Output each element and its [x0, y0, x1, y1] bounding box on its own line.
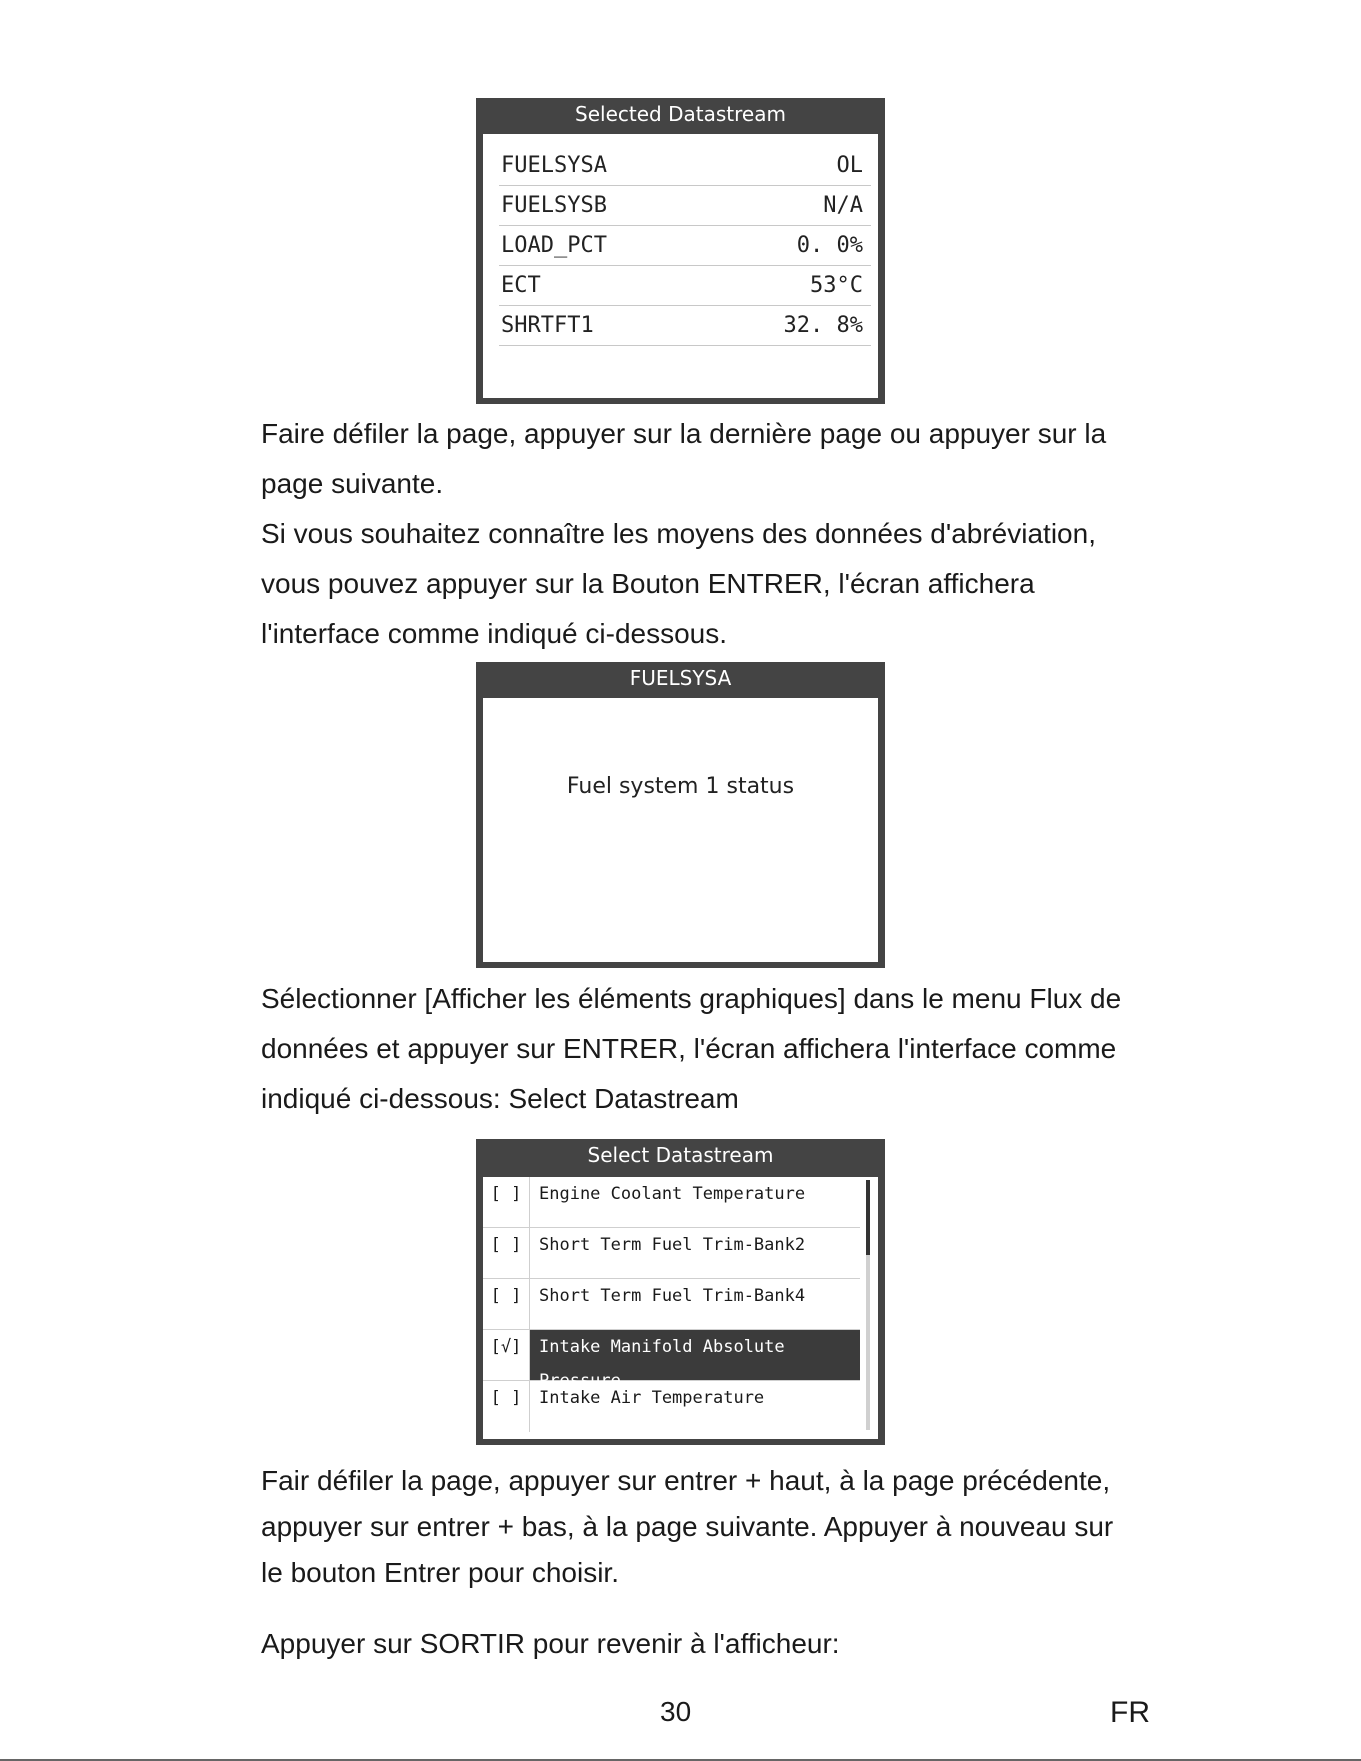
list-item[interactable]: [483, 1279, 860, 1330]
text-line: Faire défiler la page, appuyer sur la dernière page ou appuyer sur la: [261, 418, 1107, 449]
datastream-row: [499, 226, 871, 266]
checkbox[interactable]: [ ]: [483, 1177, 530, 1227]
datastream-name: FUELSYSB: [501, 193, 607, 218]
datastream-row: [499, 186, 871, 226]
list-item[interactable]: [483, 1381, 860, 1432]
text-line: vous pouvez appuyer sur la Bouton ENTRER, l'écran affichera: [261, 568, 1035, 599]
list-item-label: Engine Coolant Temperature: [539, 1184, 806, 1204]
text-line: page suivante.: [261, 468, 444, 499]
instruction-paragraph-4: Appuyer sur SORTIR pour revenir à l'afficheur:: [261, 1628, 840, 1659]
checkbox-checked[interactable]: [√]: [483, 1330, 530, 1380]
page-number: 30: [660, 1696, 692, 1727]
select-list: [483, 1177, 878, 1439]
checkbox[interactable]: [ ]: [483, 1381, 530, 1432]
datastream-value: 32. 8%: [783, 313, 863, 338]
text-line: l'interface comme indiqué ci-dessous.: [261, 618, 728, 649]
screen-title: Selected Datastream: [575, 102, 786, 126]
selected-datastream-screen: [476, 98, 885, 404]
text-line: indiqué ci-dessous: Select Datastream: [261, 1083, 739, 1114]
datastream-row: [499, 306, 871, 346]
screen-title: FUELSYSA: [629, 666, 732, 690]
text-line: Si vous souhaitez connaître les moyens des données d'abréviation,: [261, 518, 1096, 549]
datastream-name: LOAD_PCT: [501, 233, 607, 258]
checkbox[interactable]: [ ]: [483, 1228, 530, 1278]
instruction-paragraph-3: [261, 1458, 1161, 1596]
datastream-name: ECT: [501, 273, 541, 298]
list-item-label: Short Term Fuel Trim-Bank2: [539, 1235, 806, 1255]
abbreviation-description: Fuel system 1 status: [566, 774, 795, 799]
list-item-selected[interactable]: [483, 1330, 860, 1391]
text-line: le bouton Entrer pour choisir.: [261, 1557, 619, 1588]
instruction-paragraph-1: [261, 409, 1161, 659]
fuelsysa-screen: [476, 662, 885, 968]
datastream-value: 53°C: [810, 273, 863, 298]
scrollbar[interactable]: [866, 1180, 870, 1430]
language-label: FR: [1110, 1696, 1150, 1729]
screen-title: Select Datastream: [587, 1143, 774, 1167]
datastream-list: [483, 134, 878, 398]
list-item-label: Short Term Fuel Trim-Bank4: [539, 1286, 806, 1306]
list-item[interactable]: [483, 1177, 860, 1228]
instruction-paragraph-2: [261, 974, 1161, 1124]
screen-body: [483, 698, 878, 962]
datastream-name: SHRTFT1: [501, 313, 594, 338]
select-datastream-screen: [476, 1139, 885, 1445]
datastream-value: N/A: [823, 193, 863, 218]
text-line: appuyer sur entrer + bas, à la page suivante. Appuyer à nouveau sur: [261, 1511, 1114, 1542]
list-item-label: Intake Manifold Absolute Pressure: [530, 1330, 860, 1380]
text-line: Fair défiler la page, appuyer sur entrer + haut, à la page précédente,: [261, 1465, 1111, 1496]
text-line: Sélectionner [Afficher les éléments graphiques] dans le menu Flux de: [261, 983, 1122, 1014]
datastream-value: 0. 0%: [796, 233, 863, 258]
datastream-name: FUELSYSA: [501, 153, 607, 178]
datastream-row: [499, 266, 871, 306]
list-item-label: Intake Air Temperature: [539, 1388, 765, 1408]
checkbox[interactable]: [ ]: [483, 1279, 530, 1329]
datastream-value: OL: [836, 153, 863, 178]
list-item[interactable]: [483, 1228, 860, 1279]
datastream-row: [499, 146, 871, 186]
text-line: données et appuyer sur ENTRER, l'écran affichera l'interface comme: [261, 1033, 1117, 1064]
scrollbar-thumb[interactable]: [866, 1180, 870, 1255]
